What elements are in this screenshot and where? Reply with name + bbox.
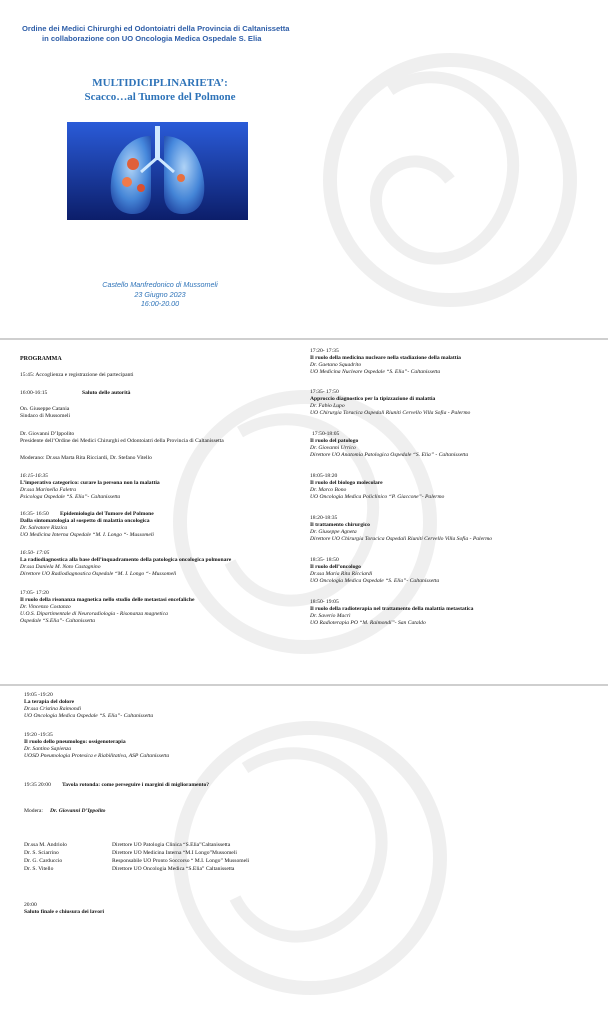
title-line-2: Scacco…al Tumore del Polmone xyxy=(84,91,236,103)
talk-speaker: Dr. Gaetano Squadrito xyxy=(310,362,362,368)
panel-name: Dr. G. Carduccio xyxy=(24,858,63,864)
talk-time: 17:50-18:05 xyxy=(312,431,340,437)
round-table-title: Tavola rotonda: come perseguire i margini di miglioramento? xyxy=(62,782,210,788)
program-page-3 xyxy=(0,688,608,1024)
talk-speaker: Dr.ssa Cristina Raimondi xyxy=(24,706,82,712)
moderator-label: Modera: xyxy=(24,808,43,814)
lungs-illustration xyxy=(67,122,248,220)
talk-speaker: Dr.ssa Daniela M. Noto Castagnino xyxy=(20,564,101,570)
talk-time: 18:05-18:20 xyxy=(310,473,338,479)
organizer-line-1: Ordine dei Medici Chirurghi ed Odontoiatri della Provincia di Caltanissetta xyxy=(22,24,290,33)
watermark-emblem xyxy=(300,30,600,330)
organizer-block xyxy=(22,24,290,44)
closing-time: 20:00 xyxy=(24,902,37,908)
talk-time: 18:50- 19:05 xyxy=(310,599,339,605)
talk-affiliation: UO Oncologia Medica Ospedale “S. Elia”- Caltanissetta xyxy=(310,578,440,584)
talk-title: Epidemiologia del Tumore del Polmone xyxy=(60,511,154,517)
talk-title: Il ruolo del biologo molecolare xyxy=(310,480,383,486)
talk-speaker: Dr. Giuseppe Agneta xyxy=(310,529,357,535)
authority-2-role: Presidente dell’Ordine dei Medici Chirurghi ed Odontoiatri della Provincia di Caltanissetta xyxy=(20,438,224,444)
talk-affiliation: UO Medicina Nucleare Ospedale “S. Elia”- Caltanissetta xyxy=(310,369,441,375)
organizer-line-2: in collaborazione con UO Oncologia Medica Ospedale S. Elia xyxy=(42,34,262,43)
program-page xyxy=(0,342,608,682)
panel-name: Dr. S. Sciarrino xyxy=(24,850,59,856)
talk-title: Il ruolo della radioterapia nel trattamento della malattia metastatica xyxy=(310,606,474,612)
talk-time: 17:05- 17:20 xyxy=(20,590,49,596)
talk-title: L’imperativo categorico: curare la persona non la malattia xyxy=(20,480,160,486)
talk-speaker: Dr. Fabio Lupo xyxy=(310,403,345,409)
talk-speaker: Dr.ssa Maria Rita Ricciardi xyxy=(310,571,373,577)
talk-affiliation: UO Chirurgia Toracica Ospedali Riuniti Cervello Villa Sofia - Palermo xyxy=(310,410,471,416)
talk-affiliation: U.O.S. Dipartimentale di Neuroradiologia - Risonanza magnetica xyxy=(20,611,168,617)
talk-speaker: Dr. Marco Bono xyxy=(310,487,347,493)
authority-1-name: On. Giuseppe Catania xyxy=(20,406,70,412)
talk-subtitle: Dalla sintomatologia al sospetto di malattia oncologica xyxy=(20,518,150,524)
talk-time: 18:35- 18:50 xyxy=(310,557,339,563)
panel-name: Dr. S. Vitello xyxy=(24,866,54,872)
talk-speaker: Dr. Giovanni Urrico xyxy=(310,445,356,451)
panel-role: Direttore UO Patologia Clinica “S.Elia”Caltanissetta xyxy=(112,842,231,848)
title-line-1: MULTIDICIPLINARIETA’: xyxy=(92,77,228,89)
talk-title: Il ruolo dell’oncologo xyxy=(310,564,361,570)
event-time: 16:00-20.00 xyxy=(140,299,180,308)
talk-speaker: Dr. Saverio Macrì xyxy=(310,613,351,619)
talk-title: La terapia del dolore xyxy=(24,699,75,705)
talk-affiliation: Direttore UO Radiodiagnostica Ospedale “M. I. Longo “- Mussomeli xyxy=(20,571,177,577)
talk-title: Il ruolo della medicina nucleare nella stadiazione della malattia xyxy=(310,355,461,361)
venue-name: Castello Manfredonico di Mussomeli xyxy=(102,280,218,289)
page-separator xyxy=(0,684,608,686)
cover-page xyxy=(0,0,608,336)
talk-time: 19:05 -19:20 xyxy=(24,692,53,698)
talk-affiliation: UO Oncologia Medica Ospedale “S. Elia”- Caltanissetta xyxy=(24,713,154,719)
panel-role: Direttore UO Oncologia Medica “S.Elia” Caltanissetta xyxy=(112,866,235,872)
panel-role: Responsabile UO Pronto Soccorso “ M.I. Longo” Mussomeli xyxy=(112,858,250,864)
talk-title: Approccio diagnostico per la tipizzazione di malattia xyxy=(310,396,436,402)
talk-time: 16:50- 17:05 xyxy=(20,550,50,556)
talk-affiliation: UO Medicina Interna Ospedale “M. I. Longo “- Mussomeli xyxy=(20,532,154,538)
moderators-line: Moderano: Dr.ssa Marta Rita Ricciardi, Dr. Stefano Vitello xyxy=(20,455,152,461)
round-table-time: 19:35 20:00 xyxy=(24,782,51,788)
talk-affiliation: Psicologa Ospedale “S. Elia”- Caltanissetta xyxy=(20,494,121,500)
talk-affiliation: UO Oncologia Medica Policlinico “P. Giaccone”- Palermo xyxy=(310,494,445,500)
talk-speaker: Dr. Vincenzo Costanzo xyxy=(20,604,71,610)
talk-time: 16:35- 16:50 xyxy=(20,511,49,517)
authority-2-name: Dr. Giovanni D’Ippolito xyxy=(20,431,75,437)
talk-affiliation: UOSD Pneumologia Protesica e Riabilitativa, ASP Caltanissetta xyxy=(24,753,170,759)
talk-title: Il ruolo del patologo xyxy=(310,438,359,444)
event-title xyxy=(0,76,320,104)
talk-title: Il ruolo dello pneumologo: ossigenoterapia xyxy=(24,739,126,745)
saluto-time: 16:00-16:15 xyxy=(20,390,48,396)
talk-title: Il trattamento chirurgico xyxy=(310,522,370,528)
saluto-label: Saluto delle autorità xyxy=(82,390,131,396)
panel-role: Direttore UO Medicina Interna “M.I Longo”Mussomeli xyxy=(112,850,237,856)
event-date: 23 Giugno 2023 xyxy=(134,289,186,299)
talk-affiliation: Direttore UO Anatomia Patologica Ospedale “S. Elia” - Caltanissetta xyxy=(310,452,469,458)
talk-speaker: Dr. Santino Sapienza xyxy=(24,746,72,752)
panel-name: Dr.ssa M. Andriolo xyxy=(24,842,67,848)
talk-title: La radiodiagnostica alla base dell’inquadramento della patologica oncologica polmonare xyxy=(20,557,232,563)
talk-affiliation: Direttore UO Chirurgia Toracica Ospedali Riuniti Cervello Villa Sofia - Palermo xyxy=(310,536,493,542)
talk-time: 17:20- 17:35 xyxy=(310,348,339,354)
page-separator xyxy=(0,338,608,340)
talk-time: 19:20 -19:35 xyxy=(24,732,53,738)
talk-speaker: Dr. Salvatore Rizzica xyxy=(20,525,68,531)
talk-time: 17:35- 17:50 xyxy=(310,389,339,395)
closing-title: Saluto finale e chiusura dei lavori xyxy=(24,909,105,915)
program-heading: PROGRAMMA xyxy=(20,356,62,362)
talk-affiliation: UO Radioterapia PO “M. Raimondi”- San Cataldo xyxy=(310,620,426,626)
authority-1-role: Sindaco di Mussomeli xyxy=(20,413,71,419)
talk-title: Il ruolo della risonanza magnetica nello studio delle metastasi encefaliche xyxy=(20,597,195,603)
welcome-line: 15:45: Accoglienza e registrazione dei partecipanti xyxy=(20,372,134,378)
talk-speaker: Dr.ssa Marinella Faletra xyxy=(20,487,77,493)
watermark-emblem xyxy=(140,372,470,672)
talk-affiliation-2: Ospedale “S.Elia”- Caltanissetta xyxy=(20,618,96,624)
moderator-name: Dr. Giovanni D’Ippolito xyxy=(50,808,106,814)
talk-time: 16:15-16:35 xyxy=(20,473,48,479)
talk-time: 18:20-18:35 xyxy=(310,515,338,521)
venue-block xyxy=(30,280,290,309)
